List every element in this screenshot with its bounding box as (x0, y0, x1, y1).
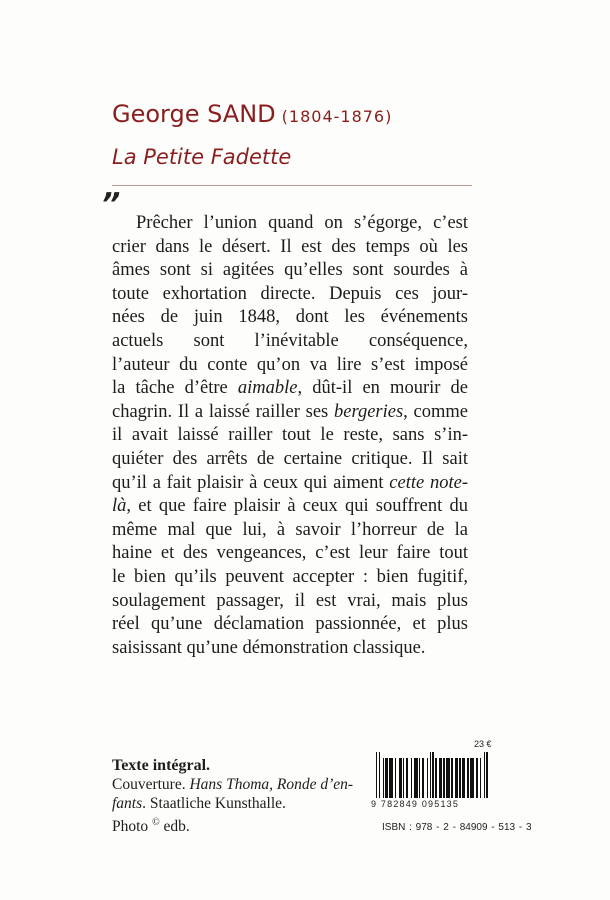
isbn-label: ISBN : 978 - 2 - 84909 - 513 - 3 (382, 822, 532, 833)
blurb-line: le bien qu’ils peuvent accepter : bien fugitif, (112, 566, 468, 587)
blurb-italic: là (112, 496, 127, 517)
photo-credit-line (112, 813, 362, 836)
credit-fragment: edb. (159, 818, 190, 836)
blurb-line: l’auteur du conte qu’on va lire s’est imposé (112, 354, 468, 375)
blurb-italic: cette note- (389, 472, 468, 493)
barcode-digits: 9 782849 095135 (371, 799, 460, 809)
credit-fragment: Photo (112, 818, 153, 836)
title-divider (112, 185, 472, 186)
blurb-line (112, 495, 468, 519)
blurb-line: réel qu’une déclamation passionnée, et plus (112, 614, 468, 635)
barcode-bar (486, 752, 487, 798)
author-dates: (1804-1876) (281, 107, 393, 126)
blurb-line: Prêcher l’union quand on s’égorge, c’est (136, 213, 468, 233)
copyright-icon: © (152, 817, 160, 828)
blurb-line: même mal que lui, à savoir l’horreur de la (112, 519, 468, 540)
cover-credits (112, 756, 362, 836)
blurb-line: âmes sont si agitées qu’elles sont sourdes à (112, 260, 468, 281)
blurb-line (112, 401, 468, 425)
blurb-line: nées de juin 1848, dont les événements (112, 307, 468, 328)
credit-italic: fants (112, 795, 143, 812)
credit-fragment: . Staatliche Kunsthalle. (142, 795, 286, 812)
blurb-fragment: , dût-il en mourir de (297, 378, 468, 399)
blurb-fragment: la tâche d’être (112, 378, 238, 399)
blurb-line: crier dans le désert. Il est des temps où les (112, 236, 468, 257)
blurb-fragment: , et que faire plaisir à ceux qui souffrent du (126, 496, 468, 517)
credit-italic: Hans Thoma, Ronde d’en- (189, 776, 354, 793)
blurb-text (112, 212, 468, 660)
blurb-line: haine et des vengeances, c’est leur faire tout (112, 543, 468, 564)
blurb-line: quiéter des arrêts de certaine critique. Il sait (112, 448, 468, 469)
blurb-fragment: chagrin. Il a laissé railler ses (112, 401, 334, 422)
blurb-fragment: qu’il a fait plaisir à ceux qui aiment (112, 472, 390, 493)
cover-credit-line (112, 794, 362, 813)
blurb-italic: bergeries (333, 401, 404, 422)
author-heading (112, 100, 392, 128)
book-title: La Petite Fadette (112, 145, 292, 169)
blurb-line: il avait laissé railler tout le reste, sans s’in- (112, 425, 468, 446)
blurb-line: soulagement passager, il est vrai, mais plus (112, 590, 468, 611)
barcode-graphic (376, 750, 500, 798)
blurb-line: actuels sont l’inévitable conséquence, (112, 330, 468, 351)
quote-mark-icon: ” (101, 187, 121, 222)
credit-fragment: Couverture. (112, 776, 190, 793)
author-name: George SAND (112, 100, 276, 128)
blurb-line: saisissant qu’une démonstration classique. (112, 637, 426, 658)
cover-credit-line (112, 775, 362, 794)
blurb-fragment: , comme (403, 401, 468, 422)
price-label: 23 € (474, 739, 492, 749)
blurb-line: toute exhortation directe. Depuis ces jour- (112, 283, 468, 304)
blurb-line (112, 472, 468, 496)
blurb-italic: aimable (237, 378, 298, 399)
blurb-line (112, 377, 468, 401)
integral-text-label: Texte intégral. (112, 757, 211, 774)
